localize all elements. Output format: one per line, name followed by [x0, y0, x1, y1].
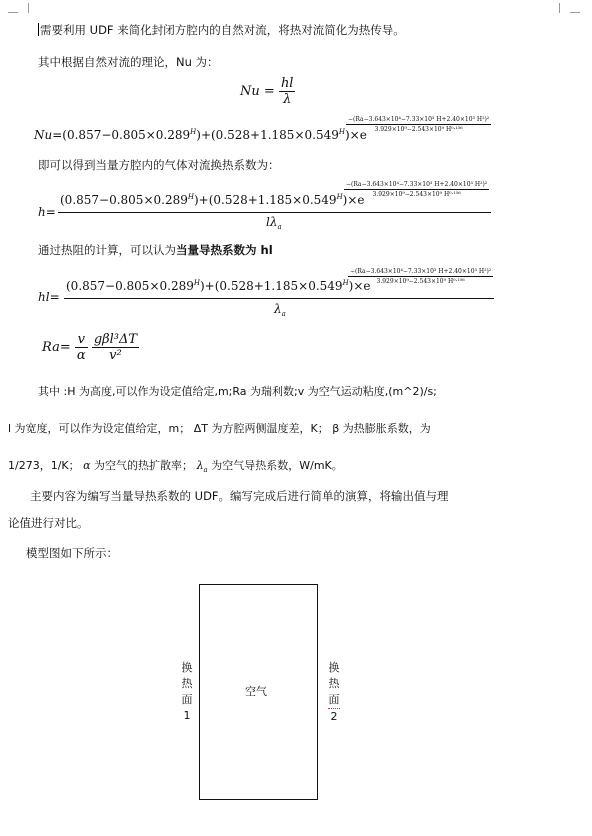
para7-c: 为空气导热系数，W/mK。: [207, 459, 343, 472]
para7-b: 为空气的热扩散率；: [90, 459, 194, 472]
eq-hl-term2: )+(0.528+1.185×0.549: [199, 279, 343, 293]
eq-h-exp2: H: [336, 193, 343, 201]
heat-surface-2-char4: 2: [330, 710, 338, 723]
para4-bold: 当量导热系数为 hl: [176, 243, 273, 257]
eq-main-exp-denominator: 3.929×10⁹−2.543×10⁹ H⁰·¹⁵⁶: [374, 126, 463, 133]
paragraph-nu-theory[interactable]: 其中根据自然对流的理论，Nu 为：: [38, 55, 219, 69]
paragraph-intro-text: 需要利用 UDF 来简化封闭方腔内的自然对流，将热对流简化为热传导。: [40, 23, 405, 37]
text-cursor: [38, 23, 39, 36]
heat-surface-2-char3: 面: [328, 692, 340, 709]
eq-ra-f1-num: v: [77, 332, 85, 347]
eq-main-exp-minus: −: [348, 116, 354, 123]
eq-hl-lhs: hl: [38, 290, 50, 304]
eq-main-exp2: H: [338, 128, 345, 136]
eq-h-term1: (0.857−0.805×0.289: [60, 193, 188, 207]
page-corner-mark-left: [18, 3, 29, 13]
eq-h-exp1: H: [187, 193, 194, 201]
eq-hl-term1: (0.857−0.805×0.289: [66, 279, 194, 293]
paragraph-width-definition[interactable]: l 为宽度，可以作为设定值给定，m； ΔT 为方腔两侧温度差，K； β 为热膨胀系数，为: [8, 422, 431, 435]
eq-h-exp-denominator: 3.929×10⁹−2.543×10⁹ H⁰·¹⁵⁶: [372, 191, 461, 198]
label-heat-surface-2: [328, 660, 340, 725]
eq-main-term2: )+(0.528+1.185×0.549: [196, 128, 339, 142]
eq-ra-fraction2: [92, 332, 139, 363]
para4-prefix: 通过热阻的计算，可以认为: [38, 243, 176, 257]
page-corner-mark-right: [559, 3, 570, 13]
eq-h-exp-minus: −: [346, 181, 352, 188]
eq-hl-equals: =: [49, 290, 60, 304]
eq-ra-fraction1: [75, 332, 88, 363]
para7-a: 1/273，1/K；: [8, 459, 80, 472]
equation-rayleigh: [42, 332, 139, 363]
paragraph-main-content-line1[interactable]: 主要内容为编写当量导热系数的 UDF。编写完成后进行简单的演算，将输出值与理: [30, 489, 449, 503]
eq-hl-term3: )×e: [348, 279, 371, 293]
label-air: 空气: [245, 685, 267, 698]
eq-hl-den-sub: a: [281, 310, 286, 318]
para7-alpha: α: [83, 459, 91, 472]
heat-surface-1-char4: 1: [183, 709, 191, 722]
eq-main-exp1: H: [190, 128, 197, 136]
eq-nu-equals: =: [263, 84, 275, 99]
equation-nu-correlation: [34, 128, 367, 142]
eq-h-numerator: [60, 193, 365, 207]
eq-main-term1: (0.857−0.805×0.289: [62, 128, 191, 142]
heat-surface-1-char1: 换: [181, 661, 193, 674]
heat-surface-1-char3: 面: [181, 693, 193, 706]
eq-h-exp-numerator: (Ra−3.643×10⁴−7.33×10³ H+2.40×10³ H²)²: [351, 181, 488, 188]
eq-hl-lhs-group: [38, 290, 60, 304]
eq-ra-f2-num: gβl³ΔT: [93, 332, 138, 347]
eq-nu-lhs: Nu: [240, 84, 260, 99]
eq-ra-f2-den: v²: [92, 347, 139, 363]
eq-hl-numerator: [66, 279, 371, 293]
eq-h-lhs-group: [38, 205, 56, 219]
eq-hl-denominator: [274, 302, 286, 318]
eq-nu-denominator: λ: [279, 91, 296, 107]
eq-h-den-sub: a: [277, 223, 282, 231]
eq-hl-exp-denominator: 3.929×10⁹−2.543×10⁹ H⁰·¹⁵⁶: [376, 278, 465, 285]
eq-main-exponent: [346, 116, 491, 133]
eq-h-lhs: h: [38, 205, 46, 219]
eq-hl-exp2: H: [342, 279, 349, 287]
paragraph-air-properties[interactable]: [8, 457, 343, 474]
paragraph-h-coefficient[interactable]: 即可以得到当量方腔内的气体对流换热系数为：: [38, 158, 280, 172]
paragraph-model-intro[interactable]: 模型图如下所示：: [26, 546, 118, 560]
eq-h-fraction-bar: [58, 212, 491, 213]
eq-hl-exp-minus: −: [350, 268, 356, 275]
paragraph-main-content-line2[interactable]: 论值进行对比。: [8, 516, 89, 530]
eq-hl-exponent: [348, 268, 493, 285]
eq-nu-numerator: hl: [280, 76, 294, 91]
eq-main-exp-numerator: (Ra−3.643×10⁴−7.33×10³ H+2.40×10³ H²)²: [353, 116, 490, 123]
eq-hl-den-text: λ: [274, 302, 282, 316]
eq-hl-exp1: H: [193, 279, 200, 287]
equation-nu-definition: [240, 76, 295, 107]
eq-ra-lhs: Ra: [42, 340, 60, 355]
eq-hl-exp-numerator: (Ra−3.643×10⁴−7.33×10³ H+2.40×10³ H²)²: [355, 268, 492, 275]
heat-surface-2-char1: 换: [328, 661, 340, 674]
label-heat-surface-1: [181, 660, 193, 724]
eq-h-exponent: [344, 181, 489, 198]
eq-nu-fraction: [279, 76, 296, 107]
eq-main-lhs: Nu: [34, 128, 53, 142]
paragraph-intro[interactable]: [38, 22, 405, 38]
para7-lambda: λ: [196, 459, 204, 472]
eq-ra-equals: =: [59, 340, 71, 355]
para7-lambda-sub: a: [203, 466, 208, 474]
eq-h-term3: )×e: [342, 193, 365, 207]
eq-h-den-text: lλ: [266, 215, 278, 229]
heat-surface-2-char2: 热: [328, 677, 340, 690]
heat-surface-1-char2: 热: [181, 677, 193, 690]
eq-ra-f1-den: α: [76, 348, 86, 363]
eq-h-denominator: [266, 215, 282, 231]
paragraph-thermal-resistance[interactable]: [38, 242, 273, 258]
page-corner-mark-right-h: [570, 12, 580, 13]
page-corner-mark-left-h: [8, 12, 18, 13]
eq-h-equals: =: [45, 205, 56, 219]
eq-main-term3: )×e: [344, 128, 367, 142]
eq-h-term2: )+(0.528+1.185×0.549: [193, 193, 337, 207]
eq-main-equals: =: [52, 128, 63, 142]
eq-hl-fraction-bar: [64, 298, 494, 299]
paragraph-variable-definitions[interactable]: 其中 :H 为高度,可以作为设定值给定,m;Ra 为瑞利数;v 为空气运动粘度,(m^2)/s;: [38, 385, 437, 398]
